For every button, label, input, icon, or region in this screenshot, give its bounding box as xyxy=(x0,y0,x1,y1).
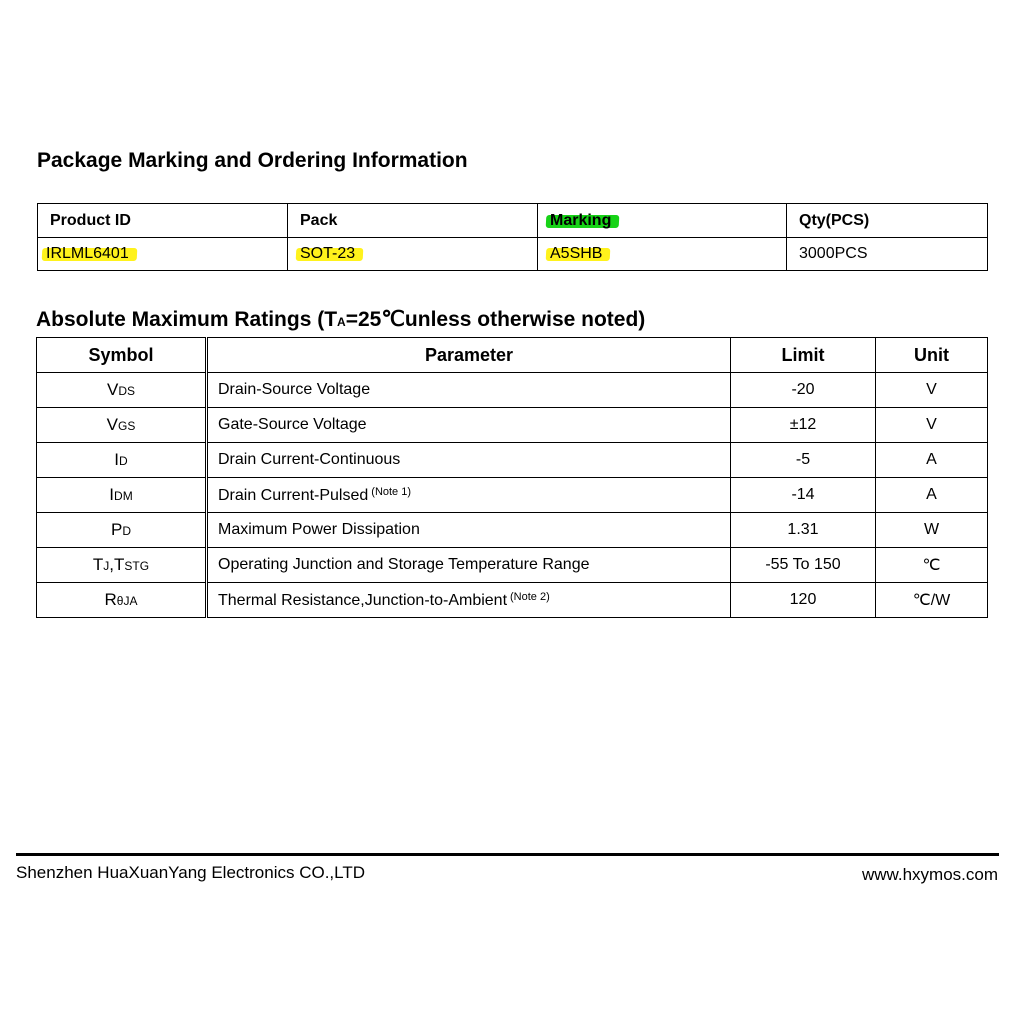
parameter-cell xyxy=(207,373,731,408)
footer-divider xyxy=(16,853,999,856)
ordering-table xyxy=(37,203,988,271)
unit-cell: W xyxy=(876,513,988,548)
symbol-cell xyxy=(37,408,207,443)
symbol-subscript: J xyxy=(103,559,110,573)
symbol-cell xyxy=(37,513,207,548)
symbol-subscript: D xyxy=(122,524,131,538)
parameter-text: Thermal Resistance,Junction-to-Ambient xyxy=(218,591,508,609)
limit-cell: -55 To 150 xyxy=(731,548,876,583)
ordering-header-row xyxy=(38,204,988,238)
symbol-letter: V xyxy=(106,380,119,399)
symbol-letter: ,T xyxy=(109,555,125,574)
parameter-text: Drain-Source Voltage xyxy=(218,381,371,398)
pack-highlight: SOT-23 xyxy=(300,245,356,262)
ratings-row xyxy=(37,408,988,443)
ratings-header-row xyxy=(37,338,988,373)
limit-cell: -5 xyxy=(731,443,876,478)
header-marking xyxy=(538,204,787,238)
symbol-letter: R xyxy=(104,590,117,609)
unit-cell: A xyxy=(876,443,988,478)
symbol-subscript: STG xyxy=(124,559,150,573)
symbol-letter: I xyxy=(114,450,120,469)
ratings-row xyxy=(37,583,988,618)
parameter-text: Drain Current-Continuous xyxy=(218,451,401,468)
header-parameter: Parameter xyxy=(207,338,731,373)
limit-cell: -20 xyxy=(731,373,876,408)
limit-cell: -14 xyxy=(731,478,876,513)
header-product-id: Product ID xyxy=(38,204,288,238)
symbol-cell xyxy=(37,548,207,583)
cell-product-id xyxy=(38,238,288,271)
parameter-cell xyxy=(207,583,731,618)
parameter-note: (Note 2) xyxy=(510,590,550,603)
symbol-subscript: DS xyxy=(118,384,135,398)
symbol-cell xyxy=(37,373,207,408)
symbol-cell xyxy=(37,443,207,478)
ratings-heading-prefix: Absolute Maximum Ratings (T xyxy=(36,308,338,331)
ratings-heading-sub: A xyxy=(337,315,346,329)
cell-qty: 3000PCS xyxy=(787,238,988,271)
unit-cell: V xyxy=(876,408,988,443)
unit-cell: A xyxy=(876,478,988,513)
limit-cell: 120 xyxy=(731,583,876,618)
ratings-row xyxy=(37,513,988,548)
marking-highlight: Marking xyxy=(550,211,612,229)
symbol-letter: I xyxy=(109,485,115,504)
ratings-row xyxy=(37,373,988,408)
unit-cell: V xyxy=(876,373,988,408)
parameter-cell xyxy=(207,548,731,583)
ratings-heading xyxy=(36,307,645,332)
ratings-heading-suffix: =25℃unless otherwise noted) xyxy=(345,308,646,331)
symbol-subscript: DM xyxy=(114,489,133,503)
parameter-text: Operating Junction and Storage Temperature Range xyxy=(218,556,590,573)
cell-pack xyxy=(288,238,538,271)
parameter-note: (Note 1) xyxy=(371,485,412,498)
footer-company: Shenzhen HuaXuanYang Electronics CO.,LTD xyxy=(16,863,366,882)
symbol-subscript: D xyxy=(119,454,128,468)
header-unit: Unit xyxy=(876,338,988,373)
parameter-cell xyxy=(207,408,731,443)
ordering-data-row xyxy=(38,238,988,271)
header-limit: Limit xyxy=(731,338,876,373)
parameter-text: Gate-Source Voltage xyxy=(218,416,367,433)
header-pack: Pack xyxy=(288,204,538,238)
limit-cell: 1.31 xyxy=(731,513,876,548)
parameter-cell xyxy=(207,478,731,513)
symbol-letter: V xyxy=(106,415,118,434)
unit-cell: ℃ xyxy=(876,548,988,583)
ratings-table xyxy=(36,337,988,618)
parameter-text: Drain Current-Pulsed xyxy=(218,486,369,504)
parameter-cell xyxy=(207,443,731,478)
symbol-cell xyxy=(37,583,207,618)
parameter-cell xyxy=(207,513,731,548)
symbol-subscript: GS xyxy=(118,419,136,433)
cell-marking xyxy=(538,238,787,271)
header-symbol: Symbol xyxy=(37,338,207,373)
marking-value-highlight: A5SHB xyxy=(550,245,603,262)
parameter-text: Maximum Power Dissipation xyxy=(218,521,420,538)
symbol-cell xyxy=(37,478,207,513)
product-id-highlight: IRLML6401 xyxy=(46,245,129,262)
header-qty: Qty(PCS) xyxy=(787,204,988,238)
ratings-row xyxy=(37,443,988,478)
symbol-letter: T xyxy=(92,555,104,574)
ordering-heading: Package Marking and Ordering Information xyxy=(37,149,468,172)
footer-website: www.hxymos.com xyxy=(861,865,998,884)
symbol-subscript: θJA xyxy=(116,594,138,608)
ratings-row xyxy=(37,548,988,583)
limit-cell: ±12 xyxy=(731,408,876,443)
ratings-row xyxy=(37,478,988,513)
symbol-letter: P xyxy=(110,520,123,539)
unit-cell: ℃/W xyxy=(876,583,988,618)
